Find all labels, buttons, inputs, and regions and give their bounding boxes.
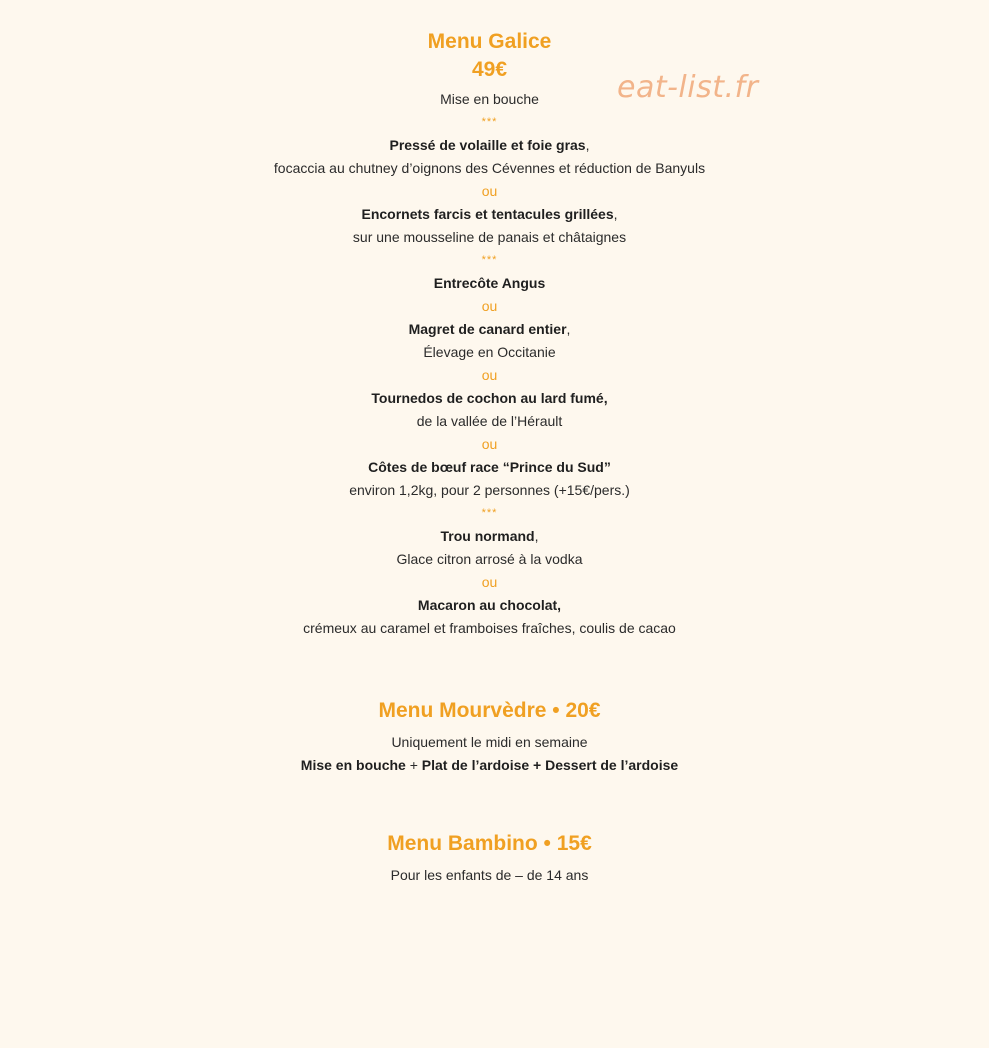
dish-title xyxy=(0,318,979,341)
menu-mourvedre-content xyxy=(0,754,979,777)
dish-name: Macaron au chocolat, xyxy=(417,597,562,613)
dish-description: crémeux au caramel et framboises fraîches, coulis de cacao xyxy=(303,620,676,636)
menu-bambino xyxy=(0,830,979,887)
separator-stars: *** xyxy=(481,254,498,266)
menu-bambino-title: Menu Bambino • 15€ xyxy=(387,832,592,855)
dish-description: environ 1,2kg, pour 2 personnes (+15€/pers.) xyxy=(349,482,630,498)
dish-title xyxy=(0,594,979,617)
dish-description: focaccia au chutney d’oignons des Cévennes et réduction de Banyuls xyxy=(273,160,706,176)
dish-name: Entrecôte Angus xyxy=(433,275,546,291)
dish-title xyxy=(0,134,979,157)
menu-galice-price: 49€ xyxy=(471,58,508,81)
dish-description: Élevage en Occitanie xyxy=(423,344,556,360)
separator-stars: *** xyxy=(481,507,498,519)
menu-mourvedre-subtitle: Uniquement le midi en semaine xyxy=(391,734,588,750)
separator-stars: *** xyxy=(481,116,498,128)
menu-galice xyxy=(0,28,979,640)
menu-galice-title: Menu Galice xyxy=(427,30,552,53)
dish-title xyxy=(0,456,979,479)
dish-title xyxy=(0,272,979,295)
dish-description: sur une mousseline de panais et châtaignes xyxy=(352,229,627,245)
or-separator: ou xyxy=(481,183,498,199)
dish-name: Encornets farcis et tentacules grillées xyxy=(361,206,614,222)
dish-name: Trou normand xyxy=(440,528,535,544)
dish-title xyxy=(0,387,979,410)
dish-name: Pressé de volaille et foie gras xyxy=(389,137,586,153)
dish-name-suffix: , xyxy=(566,321,571,337)
or-separator: ou xyxy=(481,436,498,452)
dish-description: Glace citron arrosé à la vodka xyxy=(396,551,583,567)
or-separator: ou xyxy=(481,298,498,314)
dish-name: Côtes de bœuf race “Prince du Sud” xyxy=(368,459,611,475)
menu-galice-intro: Mise en bouche xyxy=(440,91,539,107)
dish-description: de la vallée de l’Hérault xyxy=(416,413,563,429)
dish-title xyxy=(0,203,979,226)
menu-mourvedre xyxy=(0,697,979,777)
menu-mourvedre-part1: Mise en bouche xyxy=(300,757,406,773)
menu-mourvedre-plus: + xyxy=(405,757,422,773)
menu-bambino-subtitle: Pour les enfants de – de 14 ans xyxy=(390,867,589,883)
menu-mourvedre-title: Menu Mourvèdre • 20€ xyxy=(378,699,601,722)
or-separator: ou xyxy=(481,367,498,383)
dish-name-suffix: , xyxy=(585,137,590,153)
menu-mourvedre-part2: Plat de l’ardoise + Dessert de l’ardoise xyxy=(421,757,679,773)
dish-name-suffix: , xyxy=(613,206,618,222)
watermark-logo: eat-list.fr xyxy=(617,70,759,105)
dish-name: Tournedos de cochon au lard fumé, xyxy=(371,390,608,406)
dish-name: Magret de canard entier xyxy=(408,321,567,337)
dish-name-suffix: , xyxy=(534,528,539,544)
dish-title xyxy=(0,525,979,548)
or-separator: ou xyxy=(481,574,498,590)
